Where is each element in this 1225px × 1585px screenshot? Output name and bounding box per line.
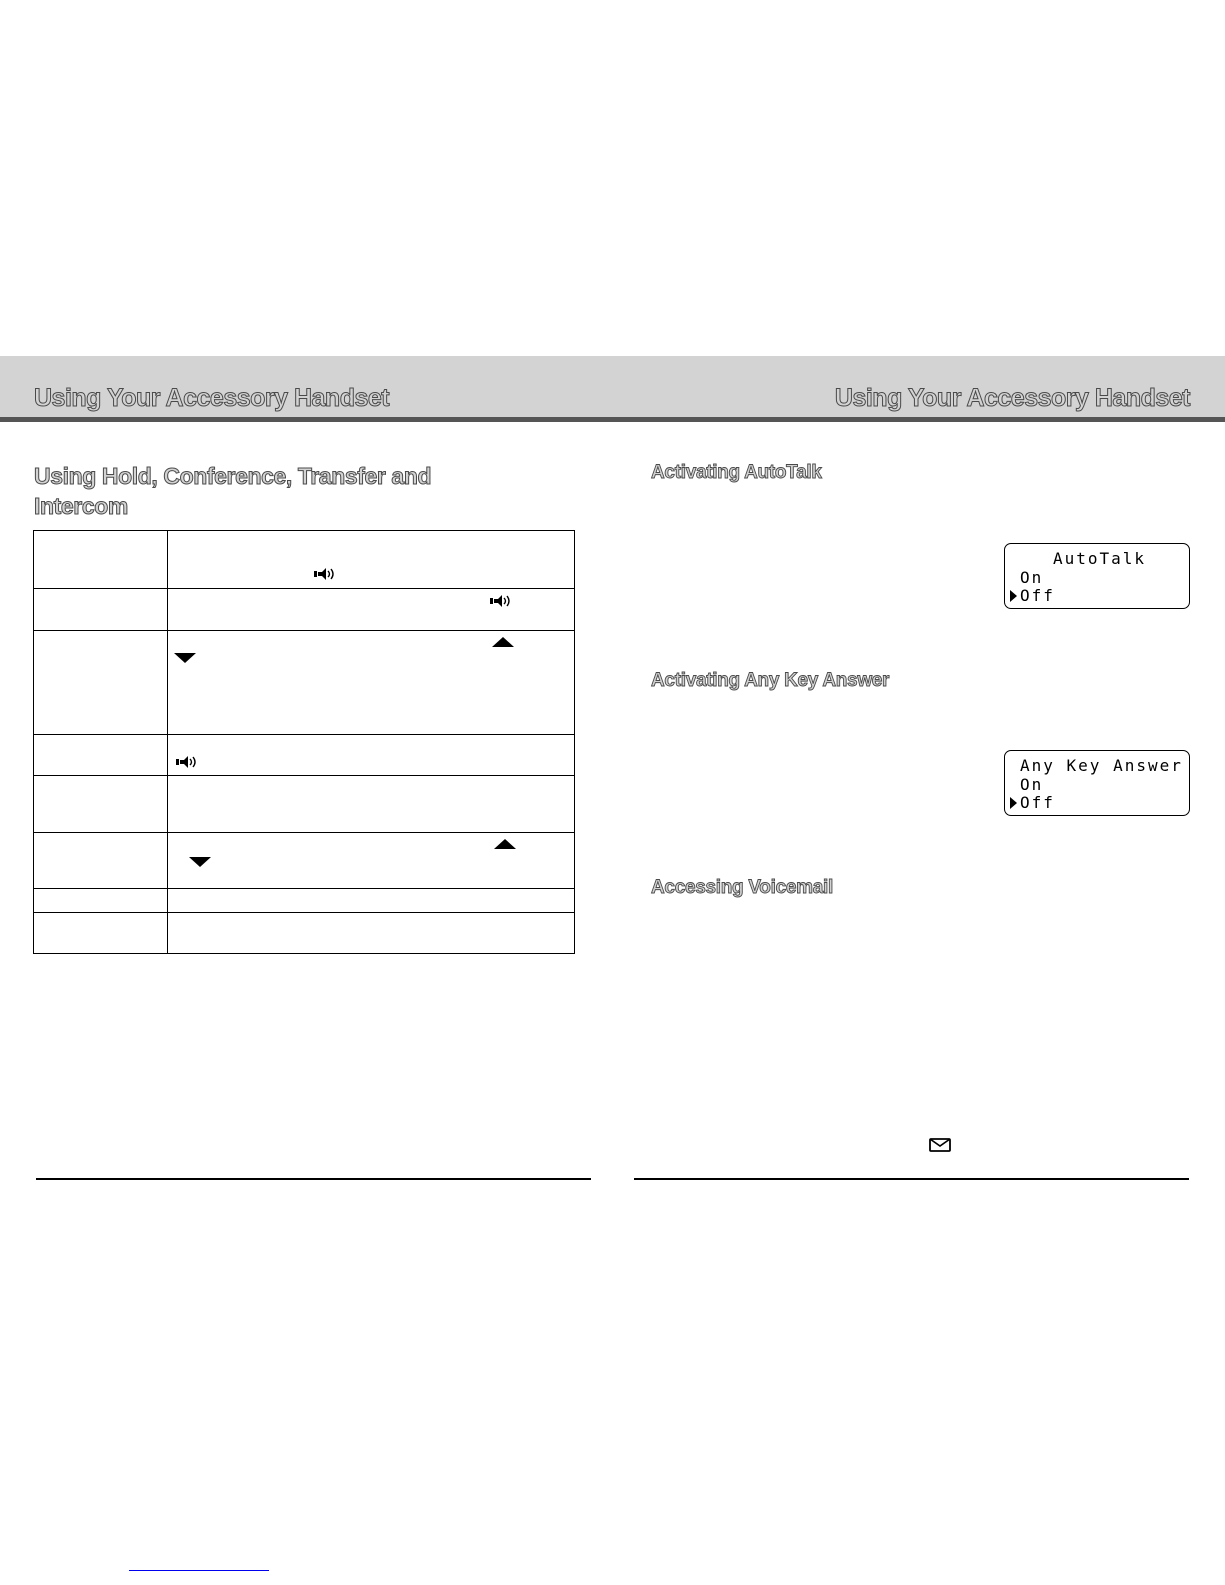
left-page-header-title: Using Your Accessory Handset (34, 384, 390, 412)
table-description-cell (168, 631, 575, 735)
any-key-answer-heading: Activating Any Key Answer (651, 670, 890, 691)
table-row (34, 631, 575, 735)
lcd-title: Any Key Answer (1020, 756, 1183, 775)
lcd-title: AutoTalk (1053, 549, 1147, 568)
lcd-option-off: Off (1020, 793, 1055, 812)
operations-table (33, 530, 575, 954)
autotalk-heading: Activating AutoTalk (651, 462, 822, 483)
voicemail-heading: Accessing Voicemail (651, 877, 833, 898)
autotalk-lcd-display (1004, 543, 1190, 609)
table-description-cell (168, 889, 575, 913)
table-label-cell (34, 589, 168, 631)
up-arrow-icon (494, 839, 516, 849)
down-arrow-icon (174, 653, 196, 663)
table-label-cell (34, 735, 168, 776)
table-label-cell (34, 531, 168, 589)
table-label-cell (34, 833, 168, 889)
table-label-cell (34, 889, 168, 913)
table-row (34, 833, 575, 889)
speaker-icon (314, 568, 336, 580)
table-label-cell (34, 776, 168, 833)
table-description-cell (168, 913, 575, 954)
envelope-icon (929, 1138, 951, 1152)
speaker-icon (176, 756, 198, 768)
lcd-option-off: Off (1020, 586, 1055, 605)
table-row (34, 913, 575, 954)
lcd-cursor-icon (1010, 797, 1017, 809)
table-row (34, 889, 575, 913)
down-arrow-icon (189, 857, 211, 867)
table-description-cell (168, 589, 575, 631)
lcd-cursor-icon (1010, 590, 1017, 602)
right-page-header-title: Using Your Accessory Handset (834, 384, 1190, 412)
table-label-cell (34, 631, 168, 735)
table-label-cell (34, 913, 168, 954)
header-rule (0, 417, 1225, 422)
section-title-line-1: Using Hold, Conference, Transfer and (34, 463, 432, 489)
table-description-cell (168, 735, 575, 776)
lcd-option-on: On (1020, 775, 1044, 794)
table-description-cell (168, 776, 575, 833)
any-key-answer-lcd-display (1004, 750, 1190, 816)
up-arrow-icon (492, 637, 514, 647)
table-description-cell (168, 833, 575, 889)
left-page-footer-rule (36, 1178, 591, 1180)
section-title-line-2: Intercom (34, 493, 128, 519)
table-description-cell (168, 531, 575, 589)
table-row (34, 776, 575, 833)
table-row (34, 531, 575, 589)
right-page-footer-rule (634, 1178, 1189, 1180)
lcd-option-on: On (1020, 568, 1044, 587)
bottom-link-underline[interactable] (129, 1570, 269, 1571)
table-row (34, 589, 575, 631)
speaker-icon (490, 595, 512, 607)
table-row (34, 735, 575, 776)
section-title-hold-conference (34, 461, 431, 521)
